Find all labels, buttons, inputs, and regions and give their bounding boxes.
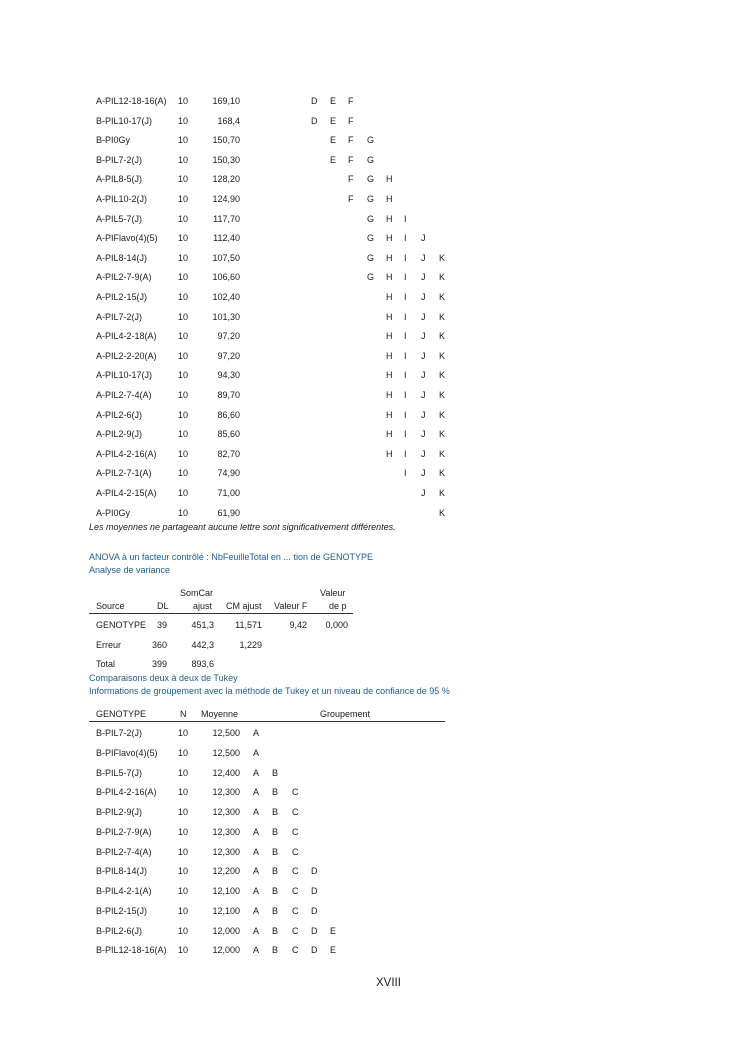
genotype-name: A-PIL8-14(J) <box>96 252 148 263</box>
genotype-name: B-PIL2-6(J) <box>96 925 143 936</box>
anova-title: ANOVA à un facteur contrôlé : NbFeuilleTotal en ... tion de GENOTYPE <box>89 552 373 562</box>
group-letter: C <box>292 787 299 798</box>
group-letter: A <box>253 826 260 837</box>
group-letter: B <box>272 807 279 817</box>
anova-source: GENOTYPE <box>96 620 147 630</box>
genotype-name: A-PIL4-2-16(A) <box>96 448 157 459</box>
genotype-name: B-PIL12-18-16(A) <box>96 945 167 956</box>
anova-header-f: Valeur F <box>274 601 308 611</box>
table-row <box>0 253 745 267</box>
group-letter: E <box>330 96 337 106</box>
table-row <box>0 508 745 522</box>
genotype-name: A-PIL5-7(J) <box>96 213 143 224</box>
group-letter: A <box>253 767 260 778</box>
sample-count: 10 <box>178 846 189 857</box>
sample-count: 10 <box>178 468 189 479</box>
table-row <box>0 370 745 384</box>
sample-count: 10 <box>178 826 189 837</box>
group-letter: H <box>386 409 393 420</box>
mean-value: 82,70 <box>217 448 240 459</box>
genotype-name: B-PIL8-14(J) <box>96 866 148 877</box>
table-row <box>0 768 745 782</box>
group-letter: I <box>404 233 407 244</box>
table-row <box>0 847 745 861</box>
sample-count: 10 <box>178 886 189 896</box>
group-letter: B <box>272 866 279 877</box>
group-letter: G <box>367 233 375 244</box>
table-row <box>0 174 745 188</box>
group-letter: E <box>330 154 337 165</box>
sample-count: 10 <box>178 194 189 204</box>
anova-header-somcar: SomCar <box>180 588 214 598</box>
mean-value: 150,30 <box>212 154 240 165</box>
group-letter: K <box>439 429 446 440</box>
group-letter: A <box>253 886 260 896</box>
table-row <box>0 116 745 130</box>
anova-header-p2: de p <box>329 601 347 611</box>
genotype-name: A-PIL2-7-9(A) <box>96 272 152 283</box>
group-letter: K <box>439 350 446 361</box>
sample-count: 10 <box>178 945 189 956</box>
sample-count: 10 <box>178 135 189 146</box>
mean-value: 12,300 <box>212 826 240 837</box>
anova-cm: 1,229 <box>239 640 262 650</box>
sample-count: 10 <box>178 233 189 244</box>
mean-value: 102,40 <box>212 292 240 302</box>
mean-value: 12,300 <box>212 787 240 798</box>
group-letter: H <box>386 429 393 440</box>
mean-value: 85,60 <box>217 429 240 440</box>
table-row <box>0 135 745 149</box>
group-letter: E <box>330 925 337 936</box>
group-letter: A <box>253 807 260 817</box>
sample-count: 10 <box>178 174 189 185</box>
mean-value: 12,000 <box>212 945 240 956</box>
anova-row <box>0 620 745 634</box>
group-letter: K <box>439 507 446 518</box>
table-row <box>0 194 745 208</box>
sample-count: 10 <box>178 115 189 126</box>
sample-count: 10 <box>178 767 189 778</box>
table-row <box>0 410 745 424</box>
group-letter: G <box>367 272 375 283</box>
genotype-name: B-PIL5-7(J) <box>96 767 143 778</box>
group-letter: J <box>421 409 426 420</box>
group-letter: I <box>404 292 407 302</box>
genotype-name: A-PIL2-7-4(A) <box>96 390 152 400</box>
mean-value: 94,30 <box>217 370 240 381</box>
group-letter: C <box>292 807 299 817</box>
anova-header-ajust: ajust <box>193 601 213 611</box>
anova-divider <box>89 613 353 614</box>
group-letter: H <box>386 272 393 283</box>
group-letter: H <box>386 311 393 322</box>
group-letter: K <box>439 272 446 283</box>
group-letter: I <box>404 213 407 224</box>
genotype-name: A-PIL4-2-18(A) <box>96 331 157 342</box>
table-row <box>0 214 745 228</box>
anova-cm: 11,571 <box>235 620 262 630</box>
mean-value: 74,90 <box>217 468 240 479</box>
genotype-name: A-PIL10-17(J) <box>96 370 153 381</box>
group-letter: E <box>330 115 337 126</box>
anova-f: 9,42 <box>289 620 307 630</box>
sample-count: 10 <box>178 507 189 518</box>
tukey-divider <box>89 721 445 722</box>
group-letter: H <box>386 370 393 381</box>
grouping-note: Les moyennes ne partageant aucune lettre sont significativement différentes. <box>89 522 396 532</box>
table-row <box>0 827 745 841</box>
mean-value: 12,100 <box>212 905 240 916</box>
sample-count: 10 <box>178 807 189 817</box>
genotype-name: A-PIFlavo(4)(5) <box>96 233 158 244</box>
genotype-name: A-PIL2-2-20(A) <box>96 350 157 361</box>
table-row <box>0 233 745 247</box>
group-letter: G <box>367 135 375 146</box>
group-letter: J <box>421 488 426 498</box>
group-letter: G <box>367 252 375 263</box>
group-letter: J <box>421 331 426 342</box>
sample-count: 10 <box>178 728 189 738</box>
group-letter: K <box>439 311 446 322</box>
mean-value: 97,20 <box>217 331 240 342</box>
group-letter: F <box>348 174 354 185</box>
anova-somcar: 893,6 <box>191 659 214 669</box>
group-letter: D <box>311 866 318 877</box>
group-letter: H <box>386 213 393 224</box>
table-row <box>0 807 745 821</box>
tukey-subtitle: Informations de groupement avec la méthode de Tukey et un niveau de confiance de 95 % <box>89 686 450 696</box>
genotype-name: A-PIL8-5(J) <box>96 174 143 185</box>
group-letter: C <box>292 846 299 857</box>
sample-count: 10 <box>178 331 189 342</box>
genotype-name: B-PIL4-2-1(A) <box>96 886 152 896</box>
mean-value: 12,100 <box>212 886 240 896</box>
sample-count: 10 <box>178 448 189 459</box>
anova-row <box>0 640 745 654</box>
anova-dl: 39 <box>156 620 167 630</box>
anova-p: 0,000 <box>325 620 348 630</box>
group-letter: K <box>439 390 446 400</box>
group-letter: D <box>311 925 318 936</box>
group-letter: G <box>367 154 375 165</box>
group-letter: C <box>292 826 299 837</box>
mean-value: 71,00 <box>217 488 240 498</box>
table-row <box>0 728 745 742</box>
mean-value: 168,4 <box>217 115 240 126</box>
mean-value: 97,20 <box>217 350 240 361</box>
table-row <box>0 866 745 880</box>
group-letter: F <box>348 135 354 146</box>
mean-value: 61,90 <box>217 507 240 518</box>
tukey-title: Comparaisons deux à deux de Tukey <box>89 673 238 683</box>
anova-header-source: Source <box>96 601 125 611</box>
sample-count: 10 <box>178 370 189 381</box>
group-letter: C <box>292 945 299 956</box>
anova-dl: 360 <box>151 640 167 650</box>
sample-count: 10 <box>178 390 189 400</box>
group-letter: J <box>421 429 426 440</box>
group-letter: J <box>421 292 426 302</box>
mean-value: 12,300 <box>212 807 240 817</box>
table-row <box>0 748 745 762</box>
anova-source: Erreur <box>96 640 122 650</box>
group-letter: J <box>421 252 426 263</box>
genotype-name: A-PIL2-15(J) <box>96 292 148 302</box>
group-letter: K <box>439 488 446 498</box>
genotype-name: B-PIFlavo(4)(5) <box>96 747 158 758</box>
group-letter: B <box>272 826 279 837</box>
genotype-name: B-PIL2-9(J) <box>96 807 143 817</box>
group-letter: B <box>272 767 279 778</box>
sample-count: 10 <box>178 292 189 302</box>
group-letter: I <box>404 448 407 459</box>
group-letter: I <box>404 311 407 322</box>
group-letter: H <box>386 350 393 361</box>
genotype-name: B-PIL10-17(J) <box>96 115 153 126</box>
mean-value: 12,500 <box>212 747 240 758</box>
mean-value: 12,500 <box>212 728 240 738</box>
group-letter: B <box>272 945 279 956</box>
group-letter: A <box>253 787 260 798</box>
genotype-name: B-PI0Gy <box>96 135 131 146</box>
table-row <box>0 155 745 169</box>
sample-count: 10 <box>178 925 189 936</box>
table-row <box>0 390 745 404</box>
mean-value: 12,000 <box>212 925 240 936</box>
group-letter: K <box>439 448 446 459</box>
table-row <box>0 96 745 110</box>
sample-count: 10 <box>178 213 189 224</box>
group-letter: H <box>386 448 393 459</box>
sample-count: 10 <box>178 272 189 283</box>
group-letter: D <box>311 905 318 916</box>
group-letter: J <box>421 468 426 479</box>
group-letter: H <box>386 194 393 204</box>
mean-value: 101,30 <box>212 311 240 322</box>
group-letter: A <box>253 945 260 956</box>
group-letter: K <box>439 370 446 381</box>
sample-count: 10 <box>178 154 189 165</box>
group-letter: F <box>348 154 354 165</box>
tukey-header-genotype: GENOTYPE <box>96 709 147 719</box>
table-row <box>0 488 745 502</box>
table-row <box>0 787 745 801</box>
mean-value: 150,70 <box>212 135 240 146</box>
group-letter: B <box>272 925 279 936</box>
mean-value: 12,200 <box>212 866 240 877</box>
table-row <box>0 926 745 940</box>
genotype-name: A-PIL10-2(J) <box>96 194 148 204</box>
genotype-name: B-PIL7-2(J) <box>96 154 143 165</box>
group-letter: F <box>348 96 354 106</box>
group-letter: K <box>439 292 446 302</box>
genotype-name: B-PIL2-7-4(A) <box>96 846 152 857</box>
group-letter: D <box>311 96 318 106</box>
group-letter: A <box>253 846 260 857</box>
anova-header-cm: CM ajust <box>226 601 262 611</box>
table-row <box>0 429 745 443</box>
genotype-name: A-PIL7-2(J) <box>96 311 143 322</box>
group-letter: A <box>253 905 260 916</box>
table-row <box>0 292 745 306</box>
table-row <box>0 449 745 463</box>
group-letter: J <box>421 350 426 361</box>
group-letter: H <box>386 252 393 263</box>
group-letter: J <box>421 311 426 322</box>
anova-somcar: 451,3 <box>191 620 214 630</box>
group-letter: B <box>272 905 279 916</box>
group-letter: K <box>439 468 446 479</box>
sample-count: 10 <box>178 787 189 798</box>
group-letter: I <box>404 429 407 440</box>
anova-dl: 399 <box>151 659 167 669</box>
group-letter: I <box>404 370 407 381</box>
group-letter: J <box>421 448 426 459</box>
group-letter: F <box>348 115 354 126</box>
mean-value: 112,40 <box>213 233 240 244</box>
genotype-name: B-PIL7-2(J) <box>96 728 143 738</box>
anova-row <box>0 659 745 673</box>
sample-count: 10 <box>178 429 189 440</box>
mean-value: 89,70 <box>217 390 240 400</box>
sample-count: 10 <box>178 311 189 322</box>
mean-value: 107,50 <box>212 252 240 263</box>
group-letter: H <box>386 233 393 244</box>
genotype-name: B-PIL4-2-16(A) <box>96 787 157 798</box>
group-letter: J <box>421 390 426 400</box>
table-row <box>0 272 745 286</box>
sample-count: 10 <box>178 409 189 420</box>
sample-count: 10 <box>178 96 189 106</box>
table-row <box>0 886 745 900</box>
group-letter: I <box>404 272 407 283</box>
group-letter: E <box>330 135 337 146</box>
anova-header-dl: DL <box>157 601 169 611</box>
anova-header-p: Valeur <box>320 588 346 598</box>
sample-count: 10 <box>178 350 189 361</box>
group-letter: A <box>253 925 260 936</box>
group-letter: B <box>272 787 279 798</box>
mean-value: 128,20 <box>212 174 240 185</box>
group-letter: G <box>367 194 375 204</box>
anova-subtitle: Analyse de variance <box>89 565 171 575</box>
group-letter: E <box>330 945 337 956</box>
page-number: XVIII <box>376 977 401 989</box>
group-letter: C <box>292 905 299 916</box>
group-letter: K <box>439 409 446 420</box>
group-letter: A <box>253 728 260 738</box>
sample-count: 10 <box>178 252 189 263</box>
group-letter: H <box>386 292 393 302</box>
group-letter: D <box>311 115 318 126</box>
mean-value: 106,60 <box>212 272 240 283</box>
group-letter: D <box>311 886 318 896</box>
sample-count: 10 <box>178 905 189 916</box>
group-letter: C <box>292 925 299 936</box>
group-letter: C <box>292 886 299 896</box>
mean-value: 117,70 <box>213 213 240 224</box>
table-row <box>0 331 745 345</box>
table-row <box>0 945 745 959</box>
group-letter: K <box>439 331 446 342</box>
group-letter: F <box>348 194 354 204</box>
group-letter: A <box>253 866 260 877</box>
group-letter: I <box>404 468 407 479</box>
group-letter: B <box>272 846 279 857</box>
genotype-name: A-PI0Gy <box>96 507 131 518</box>
table-row <box>0 351 745 365</box>
group-letter: K <box>439 252 446 263</box>
group-letter: H <box>386 390 393 400</box>
table-row <box>0 468 745 482</box>
group-letter: B <box>272 886 279 896</box>
group-letter: G <box>367 174 375 185</box>
group-letter: H <box>386 174 393 185</box>
mean-value: 169,10 <box>212 96 240 106</box>
group-letter: G <box>367 213 375 224</box>
anova-source: Total <box>96 659 116 669</box>
mean-value: 12,300 <box>212 846 240 857</box>
group-letter: C <box>292 866 299 877</box>
mean-value: 124,90 <box>212 194 240 204</box>
sample-count: 10 <box>178 747 189 758</box>
sample-count: 10 <box>178 488 189 498</box>
group-letter: A <box>253 747 260 758</box>
group-letter: I <box>404 409 407 420</box>
table-row <box>0 312 745 326</box>
genotype-name: A-PIL2-7-1(A) <box>96 468 152 479</box>
genotype-name: A-PIL2-9(J) <box>96 429 143 440</box>
genotype-name: A-PIL4-2-15(A) <box>96 488 157 498</box>
group-letter: J <box>421 272 426 283</box>
group-letter: D <box>311 945 318 956</box>
table-row <box>0 906 745 920</box>
mean-value: 12,400 <box>212 767 240 778</box>
group-letter: I <box>404 331 407 342</box>
group-letter: H <box>386 331 393 342</box>
sample-count: 10 <box>178 866 189 877</box>
group-letter: I <box>404 350 407 361</box>
tukey-header-mean: Moyenne <box>201 709 239 719</box>
group-letter: J <box>421 233 426 244</box>
genotype-name: A-PIL2-6(J) <box>96 409 143 420</box>
anova-somcar: 442,3 <box>191 640 214 650</box>
tukey-header-n: N <box>180 709 187 719</box>
group-letter: J <box>421 370 426 381</box>
tukey-header-group: Groupement <box>320 709 371 719</box>
genotype-name: B-PIL2-7-9(A) <box>96 826 152 837</box>
group-letter: I <box>404 390 407 400</box>
genotype-name: B-PIL2-15(J) <box>96 905 148 916</box>
mean-value: 86,60 <box>217 409 240 420</box>
genotype-name: A-PIL12-18-16(A) <box>96 96 167 106</box>
group-letter: I <box>404 252 407 263</box>
